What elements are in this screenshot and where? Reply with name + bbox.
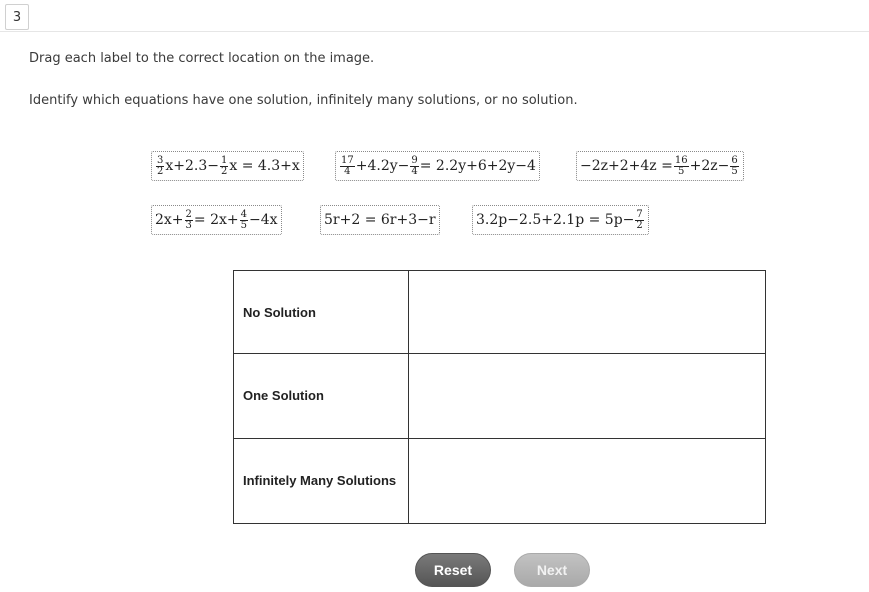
category-no-solution: No Solution bbox=[234, 271, 409, 354]
equation-label-6[interactable] bbox=[472, 205, 649, 235]
equation-text: x+2.3− bbox=[165, 158, 219, 174]
fraction bbox=[410, 156, 418, 177]
equation-label-5[interactable] bbox=[320, 205, 440, 235]
drop-zone-one-solution[interactable] bbox=[409, 354, 766, 438]
table-row bbox=[234, 438, 766, 523]
fraction bbox=[730, 156, 738, 177]
equation-label-3[interactable] bbox=[576, 151, 744, 181]
fraction-numerator: 16 bbox=[674, 154, 688, 166]
fraction-denominator: 2 bbox=[157, 165, 164, 177]
equation-text: = 2.2y+6+2y−4 bbox=[419, 158, 536, 174]
fraction-denominator: 4 bbox=[411, 165, 418, 177]
fraction bbox=[340, 156, 355, 177]
drop-zone-infinitely-many[interactable] bbox=[409, 438, 766, 523]
fraction bbox=[220, 156, 228, 177]
fraction-numerator: 9 bbox=[411, 154, 418, 166]
fraction bbox=[240, 210, 248, 231]
fraction-denominator: 3 bbox=[185, 219, 192, 231]
equation-text: −2z+2+4z = bbox=[580, 158, 673, 174]
category-infinitely-many: Infinitely Many Solutions bbox=[234, 438, 409, 523]
fraction-denominator: 5 bbox=[678, 165, 685, 177]
fraction bbox=[635, 210, 643, 231]
equation-text: 3.2p−2.5+2.1p = 5p− bbox=[476, 212, 635, 228]
equation-text: +4.2y− bbox=[355, 158, 410, 174]
fraction-numerator: 3 bbox=[157, 154, 164, 166]
equation-text: x = 4.3+x bbox=[229, 158, 300, 174]
equation-label-4[interactable] bbox=[151, 205, 282, 235]
fraction-numerator: 6 bbox=[731, 154, 738, 166]
fraction-numerator: 17 bbox=[341, 154, 354, 166]
category-one-solution: One Solution bbox=[234, 354, 409, 438]
fraction-numerator: 1 bbox=[221, 154, 228, 166]
reset-button[interactable]: Reset bbox=[415, 553, 491, 587]
fraction-denominator: 2 bbox=[636, 219, 643, 231]
fraction bbox=[674, 156, 689, 177]
solution-category-table bbox=[233, 270, 766, 524]
fraction-numerator: 2 bbox=[185, 208, 192, 220]
instruction-drag: Drag each label to the correct location on the image. bbox=[29, 51, 375, 66]
next-button[interactable]: Next bbox=[514, 553, 590, 587]
equation-text: 2x+ bbox=[155, 212, 184, 228]
fraction-numerator: 4 bbox=[240, 208, 248, 220]
equation-text: +2z− bbox=[689, 158, 730, 174]
header-divider bbox=[0, 31, 869, 32]
equation-label-2[interactable] bbox=[335, 151, 540, 181]
fraction-denominator: 2 bbox=[221, 165, 228, 177]
table-row bbox=[234, 354, 766, 438]
equation-text: 5r+2 = 6r+3−r bbox=[324, 212, 436, 228]
instruction-identify: Identify which equations have one solution, infinitely many solutions, or no solution. bbox=[29, 93, 578, 108]
fraction-denominator: 4 bbox=[344, 165, 351, 177]
fraction-numerator: 7 bbox=[636, 208, 643, 220]
table-row bbox=[234, 271, 766, 354]
question-number: 3 bbox=[5, 4, 29, 30]
drop-zone-no-solution[interactable] bbox=[409, 271, 766, 354]
fraction bbox=[185, 210, 193, 231]
equation-text: −4x bbox=[249, 212, 278, 228]
fraction bbox=[156, 156, 164, 177]
fraction-denominator: 5 bbox=[731, 165, 738, 177]
fraction-denominator: 5 bbox=[240, 219, 248, 231]
equation-label-1[interactable] bbox=[151, 151, 304, 181]
equation-text: = 2x+ bbox=[193, 212, 239, 228]
